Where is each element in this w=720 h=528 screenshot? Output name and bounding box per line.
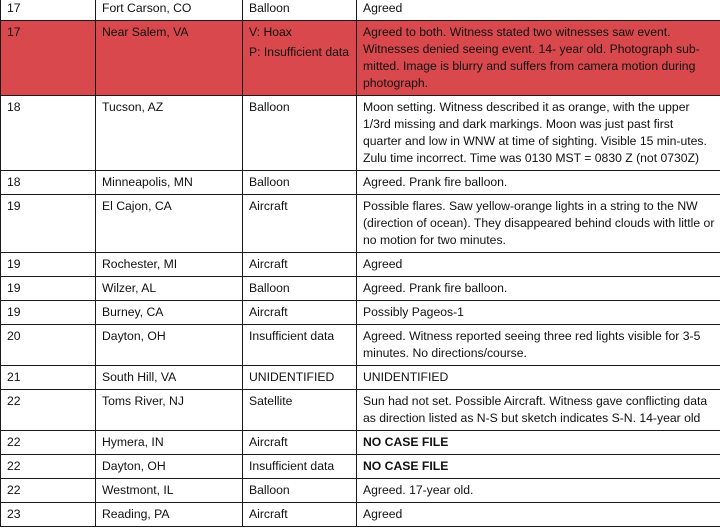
comments-cell: NO CASE FILE [357, 455, 720, 479]
table-row [1, 455, 720, 479]
evaluation-cell [243, 277, 357, 301]
comments-cell: Sun had not set. Possible Aircraft. Witness gave conflicting data as direction listed as N-S but sketch indicates S-N. 14-year old [357, 390, 720, 431]
evaluation-cell [243, 171, 357, 195]
day-cell: 22 [1, 431, 96, 455]
evaluation-line: Balloon [249, 483, 290, 497]
day-cell: 23 [1, 503, 96, 527]
evaluation-cell [243, 455, 357, 479]
comments-cell: UNIDENTIFIED [357, 366, 720, 390]
evaluation-cell [243, 390, 357, 431]
evaluation-line: Aircraft [249, 199, 288, 213]
table-row [1, 366, 720, 390]
day-cell: 19 [1, 253, 96, 277]
location-cell: Fort Carson, CO [96, 0, 243, 21]
evaluation-cell [243, 503, 357, 527]
comments-cell: Agreed. Prank fire balloon. [357, 171, 720, 195]
comments-cell: Agreed. 17-year old. [357, 479, 720, 503]
table-row [1, 253, 720, 277]
table-row [1, 301, 720, 325]
evaluation-cell [243, 0, 357, 21]
evaluation-line: Aircraft [249, 507, 288, 521]
table-row [1, 479, 720, 503]
evaluation-cell [243, 253, 357, 277]
day-cell: 18 [1, 96, 96, 171]
location-cell: Toms River, NJ [96, 390, 243, 431]
table-row [1, 390, 720, 431]
comments-cell: Agreed [357, 253, 720, 277]
table-row [1, 503, 720, 527]
comments-cell: Agreed [357, 0, 720, 21]
table-row [1, 96, 720, 171]
evaluation-cell [243, 366, 357, 390]
evaluation-cell [243, 431, 357, 455]
table-row [1, 277, 720, 301]
location-cell: Dayton, OH [96, 325, 243, 366]
day-cell: 19 [1, 277, 96, 301]
evaluation-cell [243, 21, 357, 96]
location-cell: Dayton, OH [96, 455, 243, 479]
evaluation-cell [243, 195, 357, 253]
day-cell: 19 [1, 301, 96, 325]
table-row [1, 0, 720, 21]
evaluation-line: P: Insufficient data [249, 45, 350, 59]
day-cell: 17 [1, 21, 96, 96]
table-row [1, 431, 720, 455]
location-cell: El Cajon, CA [96, 195, 243, 253]
evaluation-line: Balloon [249, 1, 290, 15]
evaluation-line: Balloon [249, 281, 290, 295]
day-cell: 20 [1, 325, 96, 366]
evaluation-line: Insufficient data [249, 459, 335, 473]
location-cell: Reading, PA [96, 503, 243, 527]
location-cell: Westmont, IL [96, 479, 243, 503]
evaluation-line: V: Hoax [249, 25, 292, 39]
location-cell: Near Salem, VA [96, 21, 243, 96]
evaluation-line: Aircraft [249, 305, 288, 319]
day-cell: 19 [1, 195, 96, 253]
day-cell: 22 [1, 479, 96, 503]
evaluation-line: Satellite [249, 394, 293, 408]
case-table-body [1, 0, 720, 527]
location-cell: South Hill, VA [96, 366, 243, 390]
evaluation-cell [243, 301, 357, 325]
day-cell: 18 [1, 171, 96, 195]
evaluation-cell [243, 479, 357, 503]
evaluation-line: Insufficient data [249, 329, 335, 343]
location-cell: Burney, CA [96, 301, 243, 325]
evaluation-line: Balloon [249, 100, 290, 114]
evaluation-line: Balloon [249, 175, 290, 189]
evaluation-line: Aircraft [249, 257, 288, 271]
day-cell: 22 [1, 390, 96, 431]
day-cell: 22 [1, 455, 96, 479]
comments-cell: Agreed [357, 503, 720, 527]
comments-cell: Possible flares. Saw yellow-orange lights in a string to the NW (direction of ocean). They disappeared behind clouds with little or no motion for two minutes. [357, 195, 720, 253]
comments-cell: Possibly Pageos-1 [357, 301, 720, 325]
location-cell: Hymera, IN [96, 431, 243, 455]
evaluation-cell [243, 325, 357, 366]
table-row [1, 195, 720, 253]
comments-cell: Agreed to both. Witness stated two witnesses saw event. Witnesses denied seeing event. 14- year old. Photograph sub-mitted. Image is blurry and suffers from camera motion during photograph. [357, 21, 720, 96]
location-cell: Rochester, MI [96, 253, 243, 277]
comments-cell: Moon setting. Witness described it as orange, with the upper 1/3rd missing and dark markings. Moon was just past first quarter and low in WNW at time of sighting. Visible 15 min-utes. Zulu time incorrect. Time was 0130 MST = 0830 Z (not 0730Z) [357, 96, 720, 171]
evaluation-line: UNIDENTIFIED [249, 370, 335, 384]
location-cell: Tucson, AZ [96, 96, 243, 171]
table-row [1, 21, 720, 96]
comments-cell: Agreed. Witness reported seeing three red lights visible for 3-5 minutes. No directions/course. [357, 325, 720, 366]
location-cell: Minneapolis, MN [96, 171, 243, 195]
day-cell: 17 [1, 0, 96, 21]
table-row [1, 325, 720, 366]
comments-cell: NO CASE FILE [357, 431, 720, 455]
table-row [1, 171, 720, 195]
location-cell: Wilzer, AL [96, 277, 243, 301]
comments-cell: Agreed. Prank fire balloon. [357, 277, 720, 301]
evaluation-cell [243, 96, 357, 171]
day-cell: 21 [1, 366, 96, 390]
evaluation-line: Aircraft [249, 435, 288, 449]
